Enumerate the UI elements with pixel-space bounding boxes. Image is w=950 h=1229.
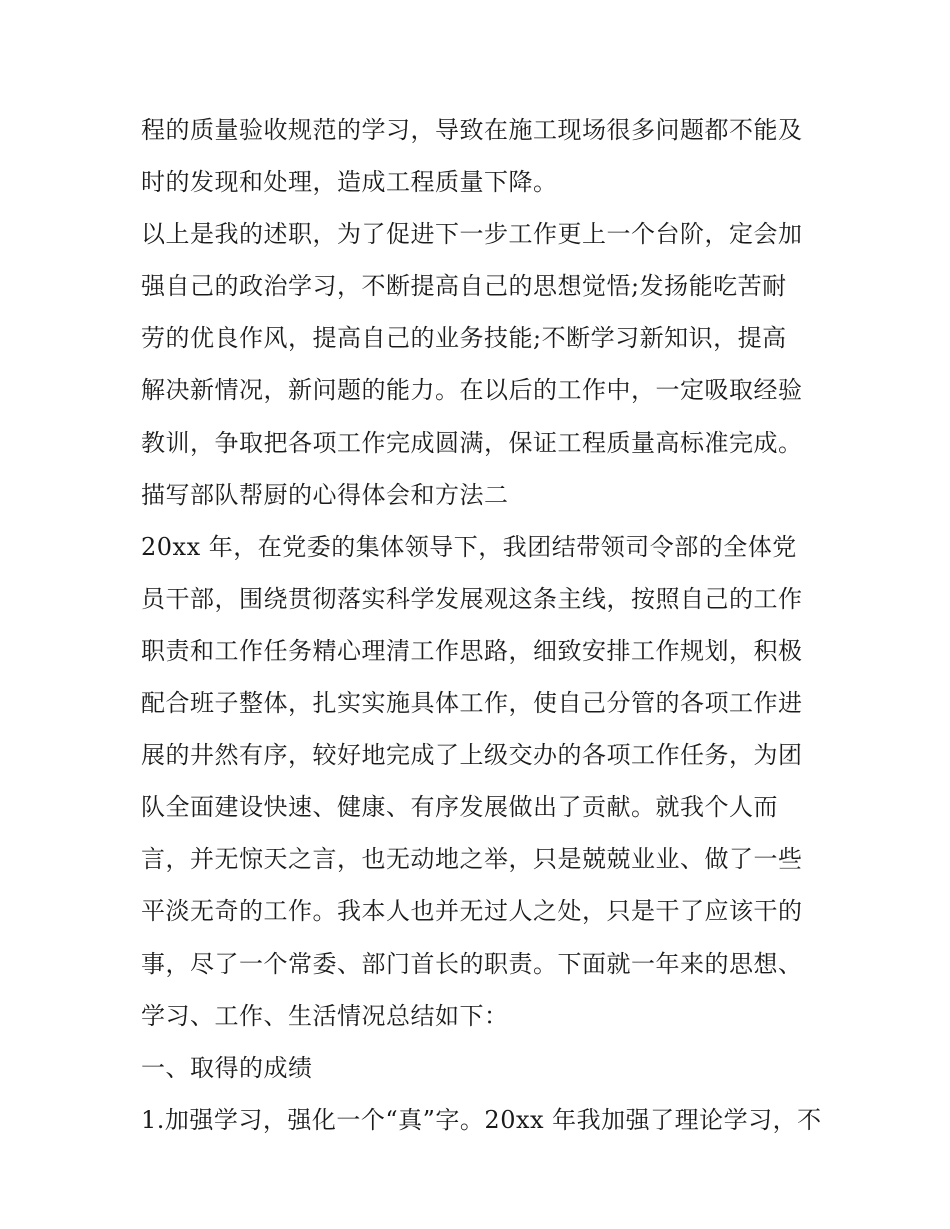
section-heading: 描写部队帮厨的心得体会和方法二 <box>141 480 509 509</box>
text-line: 20xx 年，在党委的集体领导下，我团结带领司令部的全体党 <box>141 532 797 561</box>
text-line: 职责和工作任务精心理清工作思路，细致安排工作规划，积极 <box>141 636 803 665</box>
text-line: 员干部，围绕贯彻落实科学发展观这条主线，按照自己的工作 <box>141 584 803 613</box>
text-line: 时的发现和处理，造成工程质量下降。 <box>141 168 558 197</box>
document-body <box>141 104 841 1146</box>
text-line: 言，并无惊天之言，也无动地之举，只是兢兢业业、做了一些 <box>141 845 803 874</box>
text-line: 队全面建设快速、健康、有序发展做出了贡献。就我个人而 <box>141 793 778 822</box>
text-line: 劳的优良作风，提高自己的业务技能;不断学习新知识，提高 <box>141 324 787 353</box>
text-line: 事，尽了一个常委、部门首长的职责。下面就一年来的思想、 <box>141 949 803 978</box>
text-line: 配合班子整体，扎实实施具体工作，使自己分管的各项工作进 <box>141 689 803 718</box>
text-line: 1.加强学习，强化一个“真”字。20xx 年我加强了理论学习，不 <box>141 1105 822 1134</box>
text-line: 以上是我的述职，为了促进下一步工作更上一个台阶，定会加 <box>141 220 803 249</box>
text-line: 程的质量验收规范的学习，导致在施工现场很多问题都不能及 <box>141 116 803 144</box>
text-line: 解决新情况，新问题的能力。在以后的工作中，一定吸取经验 <box>141 376 803 405</box>
text-line: 学习、工作、生活情况总结如下： <box>141 1001 509 1030</box>
subsection-heading: 一、取得的成绩 <box>141 1053 313 1082</box>
text-line: 强自己的政治学习，不断提高自己的思想觉悟;发扬能吃苦耐 <box>141 272 787 301</box>
text-line: 教训，争取把各项工作完成圆满，保证工程质量高标准完成。 <box>141 428 803 457</box>
text-line: 展的井然有序，较好地完成了上级交办的各项工作任务，为团 <box>141 741 803 770</box>
text-line: 平淡无奇的工作。我本人也并无过人之处，只是干了应该干的 <box>141 897 803 926</box>
